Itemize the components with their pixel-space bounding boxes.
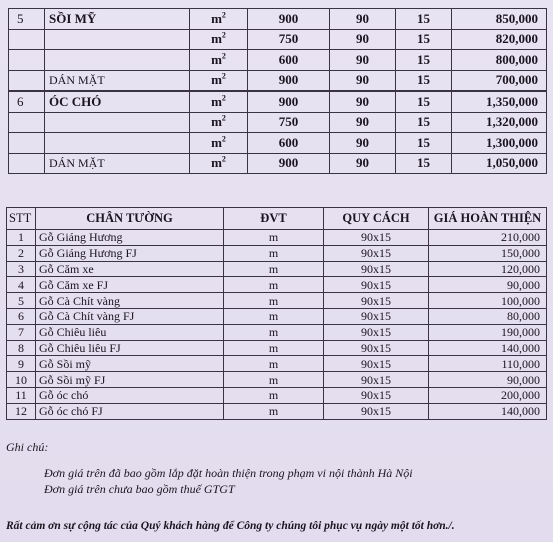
product-name: Gỗ Sồi mỹ FJ: [36, 372, 224, 388]
unit-cell: [190, 133, 248, 154]
col-header-stt: STT: [7, 208, 36, 230]
thickness-value: 15: [396, 112, 452, 133]
row-stt: 4: [7, 277, 36, 293]
width-value: 90: [330, 9, 396, 30]
note-line-1: Đơn giá trên đã bao gồm lắp đặt hoàn thiện trong phạm vi nội thành Hà Nội: [44, 466, 413, 480]
spec-value: 90x15: [324, 372, 429, 388]
price-value: 210,000: [429, 230, 547, 246]
row-stt: 5: [9, 9, 45, 30]
price-value: 100,000: [429, 293, 547, 309]
spec-value: 90x15: [324, 293, 429, 309]
unit-exponent: 2: [221, 93, 226, 103]
length-value: 600: [248, 133, 330, 154]
product-name: Gỗ Sồi mỹ: [36, 356, 224, 372]
unit-value: m: [224, 293, 324, 309]
unit-value: m: [224, 356, 324, 372]
price-value: 110,000: [429, 356, 547, 372]
unit-cell: [190, 153, 248, 174]
unit-cell: [190, 70, 248, 91]
product-name: DÁN MẶT: [45, 153, 190, 174]
price-value: 150,000: [429, 245, 547, 261]
price-value: 700,000: [452, 70, 547, 91]
product-name: Gỗ Chiêu liêu: [36, 324, 224, 340]
spec-value: 90x15: [324, 261, 429, 277]
unit-cell: [190, 50, 248, 71]
width-value: 90: [330, 29, 396, 50]
spec-value: 90x15: [324, 340, 429, 356]
table-row: [9, 70, 547, 91]
width-value: 90: [330, 70, 396, 91]
product-name: [45, 29, 190, 50]
price-value: 1,320,000: [452, 112, 547, 133]
price-value: 820,000: [452, 29, 547, 50]
width-value: 90: [330, 133, 396, 154]
unit-text: m: [211, 134, 222, 150]
table-row: [7, 387, 547, 403]
product-name: [45, 50, 190, 71]
unit-value: m: [224, 403, 324, 419]
table-row: [7, 308, 547, 324]
spec-value: 90x15: [324, 277, 429, 293]
unit-value: m: [224, 340, 324, 356]
thickness-value: 15: [396, 50, 452, 71]
unit-value: m: [224, 308, 324, 324]
unit-text: m: [211, 93, 222, 109]
unit-value: m: [224, 372, 324, 388]
thickness-value: 15: [396, 133, 452, 154]
product-name: Gỗ Cà Chít vàng: [36, 293, 224, 309]
row-stt: 3: [7, 261, 36, 277]
product-name: Gỗ Giáng Hương: [36, 230, 224, 246]
thickness-value: 15: [396, 29, 452, 50]
wood-price-table: [8, 8, 547, 174]
row-stt: 1: [7, 230, 36, 246]
unit-text: m: [211, 155, 222, 171]
col-header-unit: ĐVT: [224, 208, 324, 230]
width-value: 90: [330, 153, 396, 174]
product-name: Gỗ Giáng Hương FJ: [36, 245, 224, 261]
row-stt: 5: [7, 293, 36, 309]
unit-value: m: [224, 230, 324, 246]
price-value: 200,000: [429, 387, 547, 403]
row-stt: 8: [7, 340, 36, 356]
thickness-value: 15: [396, 153, 452, 174]
row-stt: [9, 133, 45, 154]
table-row: [9, 153, 547, 174]
length-value: 900: [248, 153, 330, 174]
width-value: 90: [330, 91, 396, 112]
unit-exponent: 2: [221, 51, 226, 61]
unit-exponent: 2: [221, 30, 226, 40]
product-name: SỒI MỸ: [45, 9, 190, 30]
product-name: [45, 133, 190, 154]
unit-text: m: [211, 51, 222, 67]
thickness-value: 15: [396, 91, 452, 112]
unit-exponent: 2: [221, 113, 226, 123]
length-value: 750: [248, 29, 330, 50]
row-stt: [9, 153, 45, 174]
product-name: DÁN MẶT: [45, 70, 190, 91]
product-name: [45, 112, 190, 133]
price-value: 80,000: [429, 308, 547, 324]
product-name: Gỗ Cà Chít vàng FJ: [36, 308, 224, 324]
row-stt: 7: [7, 324, 36, 340]
price-value: 850,000: [452, 9, 547, 30]
skirting-price-table: [6, 207, 547, 420]
table-row: [9, 29, 547, 50]
row-stt: 9: [7, 356, 36, 372]
unit-cell: [190, 91, 248, 112]
price-value: 190,000: [429, 324, 547, 340]
unit-cell: [190, 29, 248, 50]
unit-value: m: [224, 277, 324, 293]
table-row: [9, 133, 547, 154]
table-row: [7, 245, 547, 261]
row-stt: [9, 112, 45, 133]
price-value: 1,350,000: [452, 91, 547, 112]
spec-value: 90x15: [324, 356, 429, 372]
table-row: [9, 50, 547, 71]
col-header-name: CHÂN TƯỜNG: [36, 208, 224, 230]
table-row: [7, 277, 547, 293]
price-value: 140,000: [429, 403, 547, 419]
width-value: 90: [330, 112, 396, 133]
unit-value: m: [224, 324, 324, 340]
spec-value: 90x15: [324, 245, 429, 261]
unit-exponent: 2: [221, 10, 226, 20]
thank-you-line: Rất cảm ơn sự cộng tác của Quý khách hàng để Công ty chúng tôi phục vụ ngày một tốt hơn./.: [6, 520, 455, 532]
length-value: 900: [248, 70, 330, 91]
product-name: Gỗ Căm xe: [36, 261, 224, 277]
spec-value: 90x15: [324, 308, 429, 324]
row-stt: 6: [7, 308, 36, 324]
unit-text: m: [211, 31, 222, 47]
spec-value: 90x15: [324, 387, 429, 403]
table-row: [7, 324, 547, 340]
product-name: Gỗ óc chó: [36, 387, 224, 403]
row-stt: [9, 29, 45, 50]
table-row: [9, 112, 547, 133]
row-stt: 2: [7, 245, 36, 261]
table-row: [9, 9, 547, 30]
col-header-spec: QUY CÁCH: [324, 208, 429, 230]
unit-value: m: [224, 261, 324, 277]
table-row: [7, 261, 547, 277]
unit-text: m: [211, 10, 222, 26]
unit-cell: [190, 112, 248, 133]
product-name: Gỗ óc chó FJ: [36, 403, 224, 419]
row-stt: 10: [7, 372, 36, 388]
length-value: 900: [248, 9, 330, 30]
row-stt: [9, 50, 45, 71]
thickness-value: 15: [396, 70, 452, 91]
unit-exponent: 2: [221, 154, 226, 164]
table-row: [7, 372, 547, 388]
length-value: 900: [248, 91, 330, 112]
unit-cell: [190, 9, 248, 30]
spec-value: 90x15: [324, 230, 429, 246]
price-value: 90,000: [429, 277, 547, 293]
width-value: 90: [330, 50, 396, 71]
length-value: 600: [248, 50, 330, 71]
thickness-value: 15: [396, 9, 452, 30]
unit-text: m: [211, 114, 222, 130]
col-header-price: GIÁ HOÀN THIỆN: [429, 208, 547, 230]
row-stt: 11: [7, 387, 36, 403]
unit-exponent: 2: [221, 134, 226, 144]
price-value: 140,000: [429, 340, 547, 356]
table-row: [7, 340, 547, 356]
unit-exponent: 2: [221, 71, 226, 81]
unit-value: m: [224, 245, 324, 261]
price-value: 90,000: [429, 372, 547, 388]
price-value: 1,300,000: [452, 133, 547, 154]
row-stt: [9, 70, 45, 91]
price-value: 800,000: [452, 50, 547, 71]
product-name: Gỗ Chiêu liêu FJ: [36, 340, 224, 356]
table-row: [7, 293, 547, 309]
length-value: 750: [248, 112, 330, 133]
table-header-row: [7, 208, 547, 230]
table-row: [9, 91, 547, 112]
table-row: [7, 230, 547, 246]
note-line-2: Đơn giá trên chưa bao gồm thuế GTGT: [44, 482, 235, 496]
unit-value: m: [224, 387, 324, 403]
price-value: 120,000: [429, 261, 547, 277]
row-stt: 6: [9, 91, 45, 112]
table-row: [7, 403, 547, 419]
table-row: [7, 356, 547, 372]
spec-value: 90x15: [324, 403, 429, 419]
unit-text: m: [211, 72, 222, 88]
product-name: ÓC CHÓ: [45, 91, 190, 112]
spec-value: 90x15: [324, 324, 429, 340]
row-stt: 12: [7, 403, 36, 419]
price-value: 1,050,000: [452, 153, 547, 174]
product-name: Gỗ Căm xe FJ: [36, 277, 224, 293]
notes-label: Ghi chú:: [6, 440, 49, 454]
